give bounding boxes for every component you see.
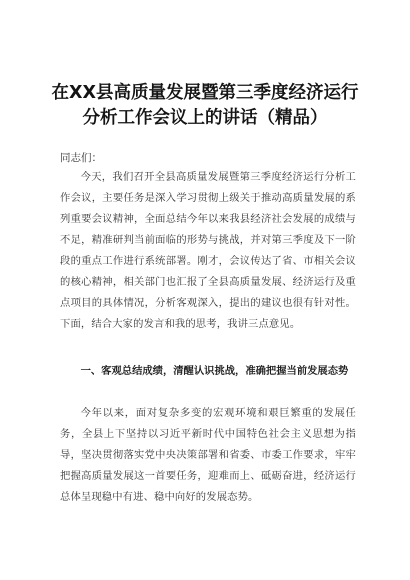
document-title-line-1: 在XX县高质量发展暨第三季度经济运行 — [51, 83, 359, 103]
section-heading-1: 一、客观总结成绩，清醒认识挑战，准确把握当前发展态势 — [80, 365, 349, 377]
greeting: 同志们： — [60, 152, 102, 164]
opening-paragraph: 今天，我们召开全县高质量发展暨第三季度经济运行分析工作会议，主要任务是深入学习贯彻上级关于推动高质量发展的系列重要会议精神，全面总结今年以来我县经济社会发展的成绩与不足，精准研判当前面临的形势与挑战，并对第三季度及下一阶段的重点工作进行系统部署。刚才，会议传达了省、市相关会议的核心精神，相关部门也汇报了全县高质量发展、经济运行及重点项目的具体情况，分析客观深入，提出的建议也很有针对性。下面，结合大家的发言和我的思考，我讲三点意见。 — [60, 171, 356, 330]
section-1-paragraph: 今年以来，面对复杂多变的宏观环境和艰巨繁重的发展任务，全县上下坚持以习近平新时代中国特色社会主义思想为指导，坚决贯彻落实党中央决策部署和省委、市委工作要求，牢牢把握高质量发展这一首要任务，迎难而上、砥砺奋进，经济运行总体呈现稳中有进、稳中向好的发展态势。 — [60, 407, 356, 503]
document-title-line-2: 分析工作会议上的讲话（精品） — [82, 108, 328, 128]
